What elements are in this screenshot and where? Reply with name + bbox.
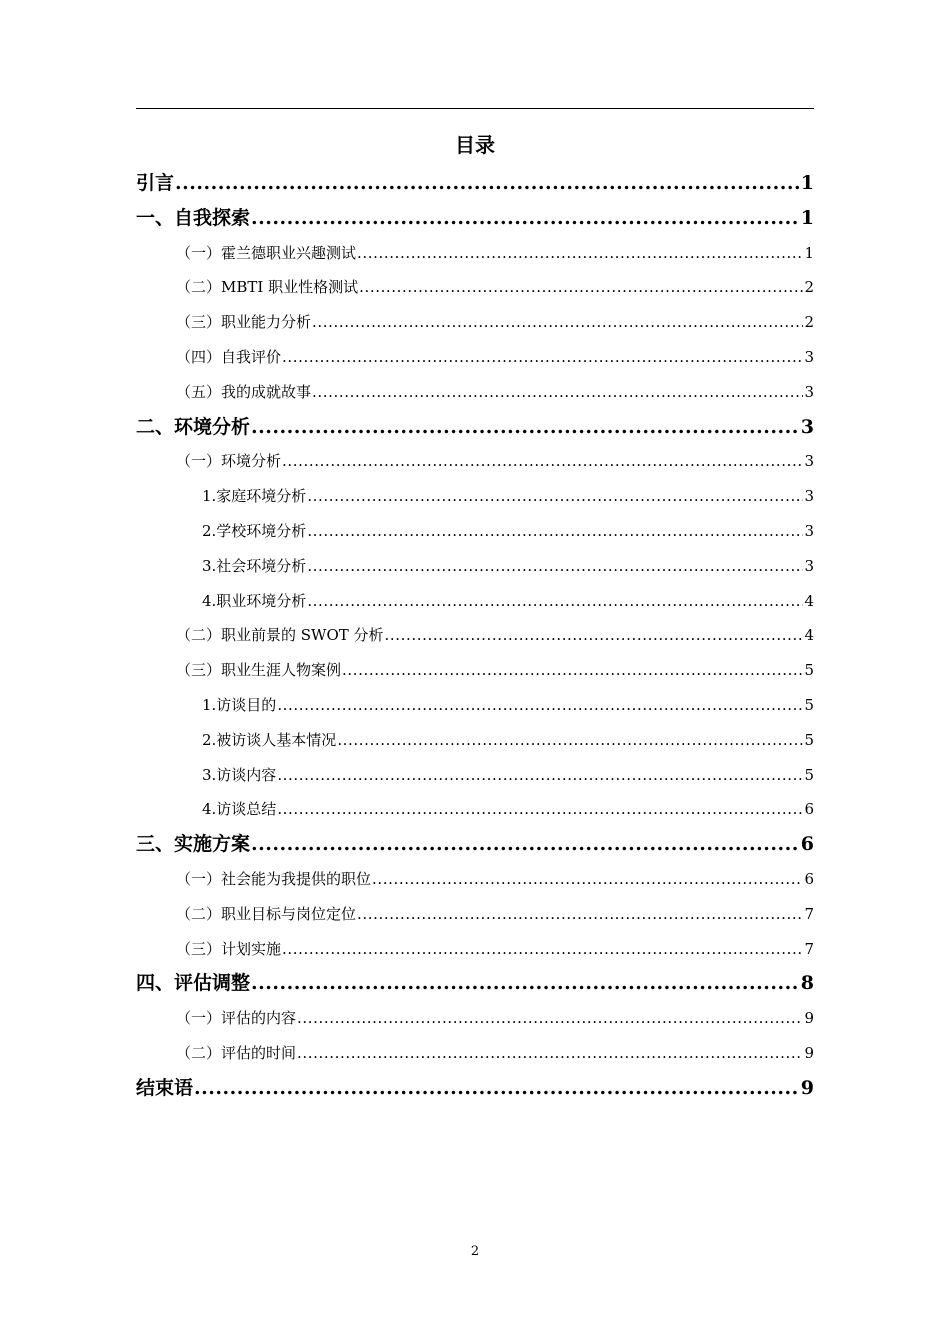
toc-dot-leader [251, 966, 800, 1000]
toc-entry-page: 7 [804, 939, 814, 958]
toc-entry-page: 1 [804, 243, 814, 262]
toc-entry-page: 3 [804, 556, 814, 575]
toc-entry[interactable] [136, 827, 814, 861]
toc-entry[interactable] [136, 932, 814, 966]
toc-entry-page: 6 [804, 800, 814, 819]
toc-entry-label: （一）评估的内容 [176, 1009, 297, 1028]
toc-entry[interactable] [136, 758, 814, 792]
toc-entry-label: 一、自我探索 [136, 206, 251, 229]
toc-entry[interactable] [136, 514, 814, 548]
toc-dot-leader [251, 410, 800, 444]
toc-entry-page: 1 [800, 172, 814, 194]
toc-entry-label: 2.学校环境分析 [202, 522, 307, 540]
toc-entry[interactable] [136, 479, 814, 513]
toc-dot-leader [297, 1036, 803, 1070]
toc-entry-page: 2 [804, 313, 814, 332]
toc-entry-label: （一）社会能为我提供的职位 [176, 870, 372, 888]
toc-entry-page: 4 [804, 591, 814, 610]
toc-dot-leader [357, 236, 803, 270]
toc-entry-label: （二）MBTI 职业性格测试 [176, 278, 359, 297]
toc-dot-leader [312, 375, 803, 409]
toc-dot-leader [307, 549, 803, 583]
toc-dot-leader [372, 862, 803, 896]
toc-dot-leader [312, 305, 803, 339]
toc-entry-label: 四、评估调整 [136, 972, 251, 995]
toc-entry[interactable] [136, 723, 814, 757]
toc-dot-leader [251, 201, 800, 235]
toc-entry[interactable] [136, 1036, 814, 1070]
toc-entry-label: 结束语 [136, 1076, 194, 1099]
toc-entry-page: 9 [800, 1076, 814, 1099]
toc-entry[interactable] [136, 688, 814, 722]
toc-dot-leader [282, 932, 803, 966]
toc-dot-leader [175, 166, 800, 200]
toc-dot-leader [282, 340, 803, 374]
toc-dot-leader [357, 897, 803, 931]
toc-entry-page: 5 [804, 765, 814, 784]
toc-dot-leader [385, 618, 804, 652]
toc-entry-page: 3 [800, 415, 814, 438]
toc-entry[interactable] [136, 166, 814, 200]
toc-dot-leader [277, 792, 803, 826]
toc-entry[interactable] [136, 653, 814, 687]
toc-dot-leader [307, 514, 803, 548]
toc-entry-label: （三）职业生涯人物案例 [176, 661, 342, 680]
toc-entry-label: （三）职业能力分析 [176, 313, 312, 332]
toc-dot-leader [297, 1001, 803, 1035]
toc-entry-page: 7 [804, 904, 814, 923]
page-number: 2 [470, 1244, 480, 1259]
toc-entry[interactable] [136, 1071, 814, 1105]
toc-dot-leader [307, 584, 803, 618]
toc-entry[interactable] [136, 340, 814, 374]
toc-entry[interactable] [136, 792, 814, 826]
toc-entry[interactable] [136, 618, 814, 652]
toc-entry-label: 1.家庭环境分析 [202, 487, 307, 506]
toc-entry-label: （五）我的成就故事 [176, 382, 312, 401]
toc-entry-page: 3 [804, 487, 814, 506]
toc-entry-page: 5 [804, 661, 814, 680]
toc-entry-page: 6 [800, 833, 814, 856]
toc-dot-leader [194, 1071, 800, 1105]
toc-entry-label: （一）环境分析 [176, 452, 282, 471]
toc-entry-page: 5 [804, 696, 814, 714]
toc-title: 目录 [455, 133, 495, 157]
toc-entry-page: 1 [800, 206, 814, 229]
toc-entry[interactable] [136, 201, 814, 235]
toc-entry[interactable] [136, 862, 814, 896]
toc-dot-leader [359, 270, 803, 304]
toc-entry-label: （二）职业前景的 SWOT 分析 [176, 626, 384, 645]
toc-dot-leader [337, 723, 803, 757]
toc-entry-page: 8 [800, 972, 814, 995]
toc-entry-page: 3 [804, 452, 814, 471]
toc-entry[interactable] [136, 966, 814, 1000]
toc-entry[interactable] [136, 375, 814, 409]
toc-entry-page: 5 [804, 730, 814, 749]
toc-entry-label: 3.社会环境分析 [202, 556, 307, 575]
toc-entry-label: 2.被访谈人基本情况 [202, 730, 337, 749]
toc-entry-page: 9 [804, 1009, 814, 1028]
toc-entry-label: （二）评估的时间 [176, 1044, 297, 1062]
toc-entry-page: 3 [804, 348, 814, 366]
toc-dot-leader [251, 827, 800, 861]
toc-entry-page: 3 [804, 522, 814, 540]
toc-entry[interactable] [136, 410, 814, 444]
header-rule [136, 108, 814, 109]
toc-entry[interactable] [136, 584, 814, 618]
toc-entry[interactable] [136, 270, 814, 304]
toc-dot-leader [307, 479, 803, 513]
toc-entry[interactable] [136, 897, 814, 931]
toc-entry-label: （二）职业目标与岗位定位 [176, 904, 357, 923]
toc-entry-label: 二、环境分析 [136, 415, 251, 438]
toc-entry-label: （四）自我评价 [176, 348, 282, 366]
toc-entry-label: （三）计划实施 [176, 939, 282, 958]
toc-entry-page: 9 [804, 1044, 814, 1062]
toc-entry[interactable] [136, 444, 814, 478]
toc-entry[interactable] [136, 236, 814, 270]
toc-entry-label: 1.访谈目的 [202, 696, 277, 714]
toc-entry-label: 4.职业环境分析 [202, 591, 307, 610]
toc-dot-leader [277, 688, 803, 722]
toc-entry-page: 3 [804, 382, 814, 401]
toc-dot-leader [342, 653, 803, 687]
toc-dot-leader [277, 758, 803, 792]
toc-entry[interactable] [136, 1001, 814, 1035]
toc-entry-page: 6 [804, 870, 814, 888]
toc-entry-label: 引言 [136, 172, 175, 194]
toc-entry-label: 三、实施方案 [136, 833, 251, 856]
toc-entry-label: （一）霍兰德职业兴趣测试 [176, 243, 357, 262]
toc-entry-label: 3.访谈内容 [202, 765, 277, 784]
toc-entry[interactable] [136, 305, 814, 339]
toc-entry-label: 4.访谈总结 [202, 800, 277, 819]
toc-entry-page: 4 [804, 626, 814, 645]
toc-entry-page: 2 [804, 278, 814, 297]
toc-dot-leader [282, 444, 803, 478]
toc-entry[interactable] [136, 549, 814, 583]
